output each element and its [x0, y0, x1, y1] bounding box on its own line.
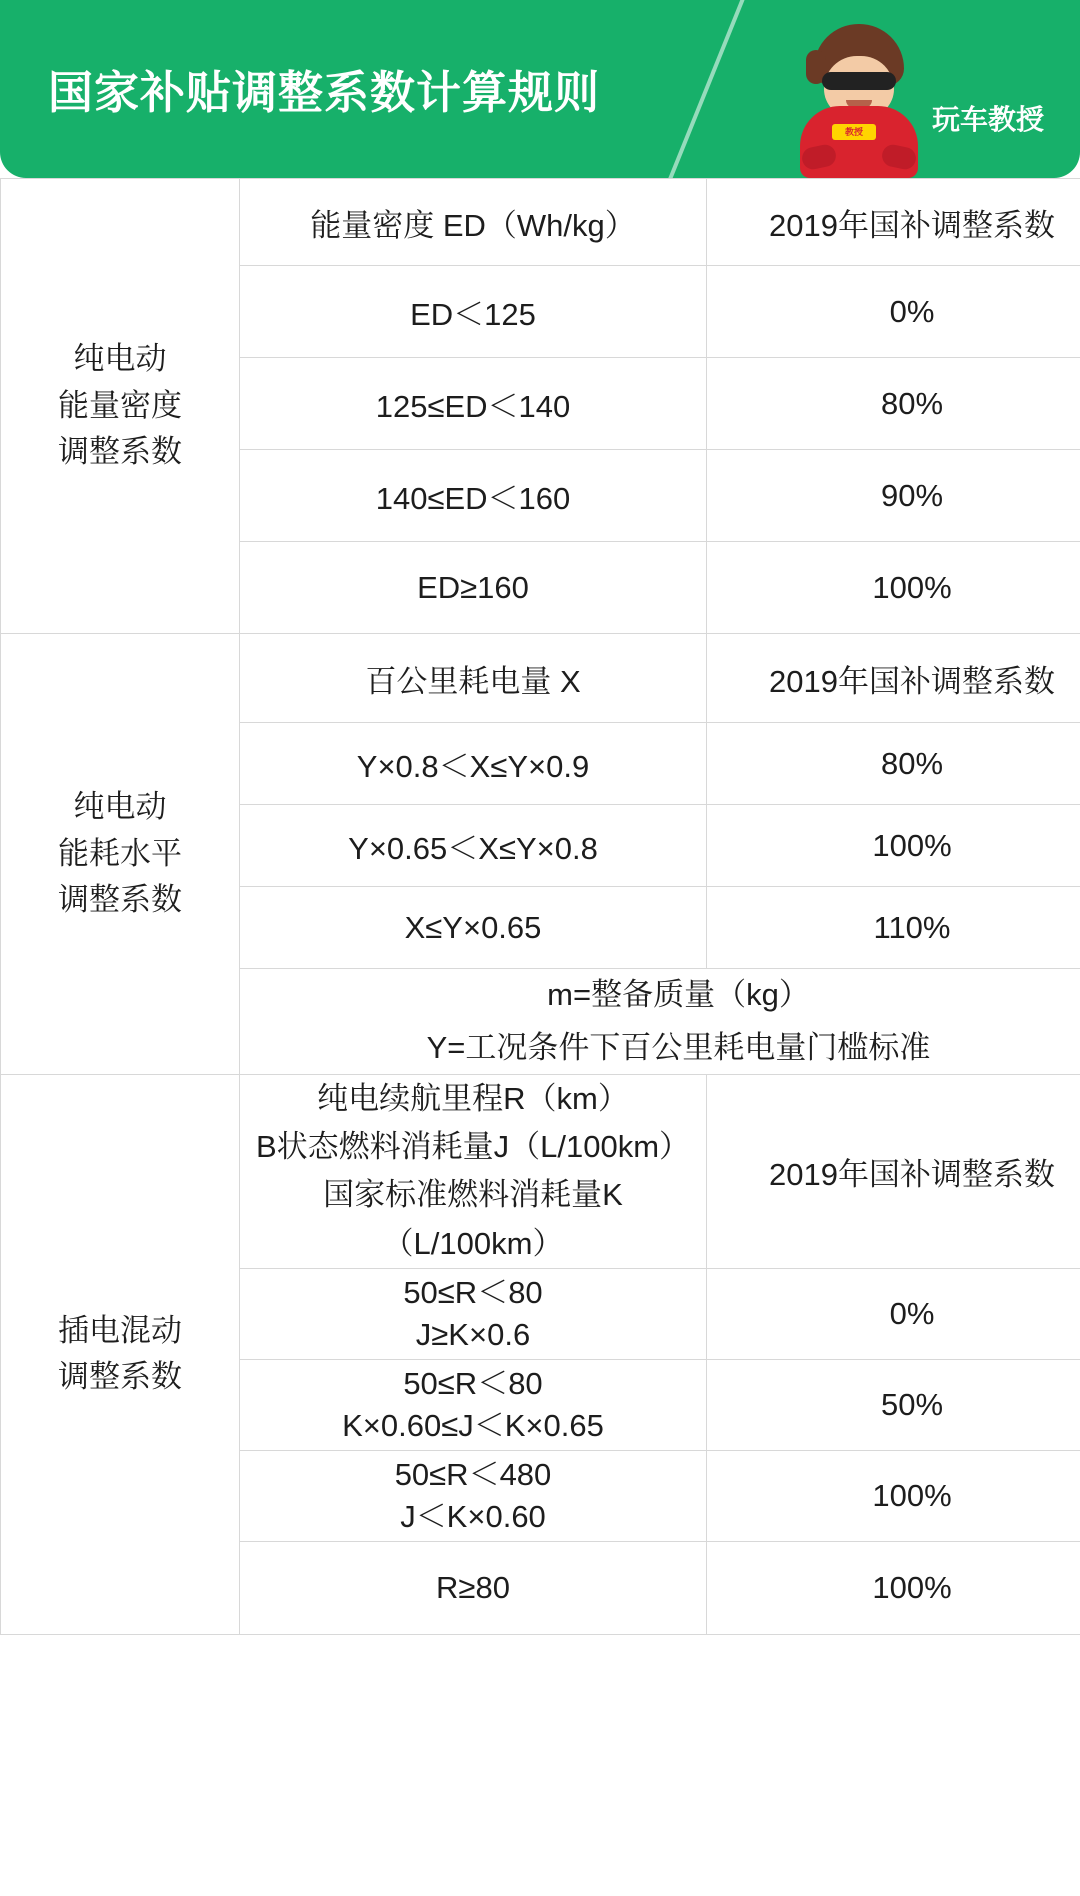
note-line: m=整备质量（kg）: [547, 977, 810, 1012]
factor-cell: 80%: [707, 723, 1080, 805]
condition-cell: [240, 1359, 707, 1450]
table-row: [1, 1075, 1080, 1268]
factor-cell: 80%: [707, 358, 1080, 450]
condition-cell: X≤Y×0.65: [240, 887, 707, 969]
note-cell: [240, 969, 1080, 1075]
condition-cell: ED＜125: [240, 266, 707, 358]
condition-cell: [240, 1450, 707, 1541]
category-cell-bev-density: [1, 179, 240, 634]
condition-cell: ED≥160: [240, 542, 707, 634]
column-header-condition: 能量密度 ED（Wh/kg）: [240, 179, 707, 266]
factor-cell: 50%: [707, 1359, 1080, 1450]
table-row: [1, 179, 1080, 266]
condition-line: J≥K×0.6: [415, 1316, 531, 1352]
condition-cell: 125≤ED＜140: [240, 358, 707, 450]
category-cell-phev: [1, 1075, 240, 1634]
header-line: B状态燃料消耗量J（L/100km）: [255, 1129, 691, 1165]
factor-cell: 0%: [707, 266, 1080, 358]
condition-cell: Y×0.65＜X≤Y×0.8: [240, 805, 707, 887]
condition-cell: 140≤ED＜160: [240, 450, 707, 542]
column-header-condition: [240, 1075, 707, 1268]
category-line: 纯电动: [73, 341, 167, 377]
factor-cell: 100%: [707, 542, 1080, 634]
category-line: 调整系数: [58, 882, 182, 918]
column-header-condition: 百公里耗电量 X: [240, 634, 707, 723]
factor-cell: 100%: [707, 1541, 1080, 1634]
mascot-badge: 教授: [832, 124, 876, 140]
category-cell-bev-consumption: [1, 634, 240, 1075]
page-header: [0, 0, 1080, 178]
condition-cell: Y×0.8＜X≤Y×0.9: [240, 723, 707, 805]
category-line: 能耗水平: [58, 835, 182, 871]
subsidy-rules-table: [0, 178, 1080, 1635]
table-row: [1, 634, 1080, 723]
condition-line: 50≤R＜480: [394, 1456, 552, 1492]
factor-cell: 100%: [707, 1450, 1080, 1541]
factor-cell: 100%: [707, 805, 1080, 887]
factor-cell: 110%: [707, 887, 1080, 969]
sunglasses-icon: [822, 72, 896, 90]
column-header-factor: 2019年国补调整系数: [707, 634, 1080, 723]
category-line: 纯电动: [73, 789, 167, 825]
condition-line: 50≤R＜80: [403, 1274, 543, 1310]
column-header-factor: 2019年国补调整系数: [707, 1075, 1080, 1268]
header-line: 纯电续航里程R（km）: [317, 1081, 629, 1117]
header-line: 国家标准燃料消耗量K（L/100km）: [323, 1177, 623, 1261]
factor-cell: 90%: [707, 450, 1080, 542]
brand-block: [754, 0, 1054, 178]
condition-cell: R≥80: [240, 1541, 707, 1634]
column-header-factor: 2019年国补调整系数: [707, 179, 1080, 266]
note-line: Y=工况条件下百公里耗电量门槛标准: [426, 1029, 931, 1065]
condition-line: K×0.60≤J＜K×0.65: [342, 1407, 604, 1443]
condition-cell: [240, 1268, 707, 1359]
category-line: 插电混动: [58, 1312, 182, 1348]
mascot-avatar-icon: [784, 18, 934, 178]
factor-cell: 0%: [707, 1268, 1080, 1359]
header-divider-slash: [651, 0, 752, 178]
condition-line: J＜K×0.60: [400, 1498, 546, 1534]
category-line: 调整系数: [58, 434, 182, 470]
brand-name: 玩车教授: [931, 104, 1044, 135]
page-title: 国家补贴调整系数计算规则: [48, 67, 601, 118]
category-line: 能量密度: [58, 387, 182, 423]
category-line: 调整系数: [58, 1359, 182, 1395]
condition-line: 50≤R＜80: [403, 1365, 543, 1401]
